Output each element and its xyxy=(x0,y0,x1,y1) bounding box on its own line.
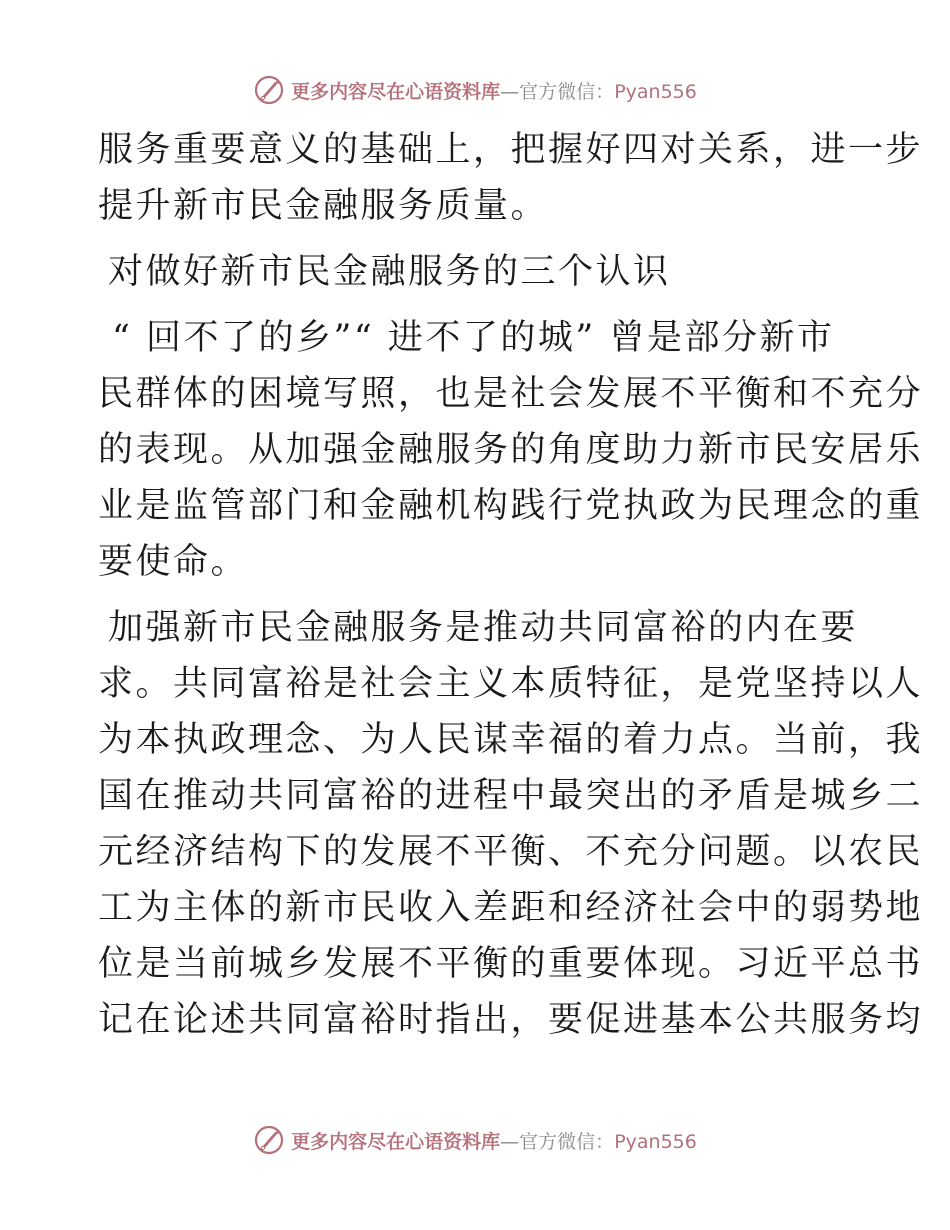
text-line: “ 回不了的乡”“ 进不了的城” 曾是部分新市 xyxy=(112,318,835,358)
text-line: 业是监管部门和金融机构践行党执政为民理念的重 xyxy=(98,486,924,526)
text-line: 加强新市民金融服务是推动共同富裕的内在要 xyxy=(108,608,859,648)
header-banner xyxy=(0,70,950,110)
banner-text xyxy=(291,77,697,104)
banner-text xyxy=(291,1127,697,1154)
text-line: 服务重要意义的基础上，把握好四对关系，进一步 xyxy=(98,130,924,170)
text-line: 提升新市民金融服务质量。 xyxy=(98,186,549,226)
text-line: 国在推动共同富裕的进程中最突出的矛盾是城乡二 xyxy=(98,776,924,816)
banner-dash: — xyxy=(500,1130,520,1153)
text-line: 的表现。从加强金融服务的角度助力新市民安居乐 xyxy=(98,430,924,470)
banner-wechat-label: 官方微信： xyxy=(519,80,615,103)
paragraph-1 xyxy=(98,122,924,234)
feather-pen-seal-icon xyxy=(253,74,285,106)
feather-pen-seal-icon xyxy=(253,1124,285,1156)
text-line: 工为主体的新市民收入差距和经济社会中的弱势地 xyxy=(98,888,924,928)
text-line: 元经济结构下的发展不平衡、不充分问题。以农民 xyxy=(98,832,924,872)
banner-account: Pyan556 xyxy=(614,1130,697,1153)
text-line: 记在论述共同富裕时指出，要促进基本公共服务均 xyxy=(98,1000,924,1040)
text-line: 要使命。 xyxy=(98,542,249,582)
banner-main-text: 更多内容尽在心语资料库 xyxy=(291,80,501,103)
banner-wechat-label: 官方微信： xyxy=(519,1130,615,1153)
text-line: 位是当前城乡发展不平衡的重要体现。习近平总书 xyxy=(98,944,924,984)
paragraph-2 xyxy=(98,310,924,590)
text-line: 民群体的困境写照，也是社会发展不平衡和不充分 xyxy=(98,374,924,414)
text-line: 为本执政理念、为人民谋幸福的着力点。当前，我 xyxy=(98,720,924,760)
paragraph-3 xyxy=(98,600,924,1048)
text-line: 求。共同富裕是社会主义本质特征，是党坚持以人 xyxy=(98,664,924,704)
section-heading xyxy=(98,244,858,300)
banner-main-text: 更多内容尽在心语资料库 xyxy=(291,1130,501,1153)
heading-text: 对做好新市民金融服务的三个认识 xyxy=(108,252,671,292)
footer-banner xyxy=(0,1120,950,1160)
document-body xyxy=(98,122,924,1048)
banner-account: Pyan556 xyxy=(614,80,697,103)
banner-dash: — xyxy=(500,80,520,103)
